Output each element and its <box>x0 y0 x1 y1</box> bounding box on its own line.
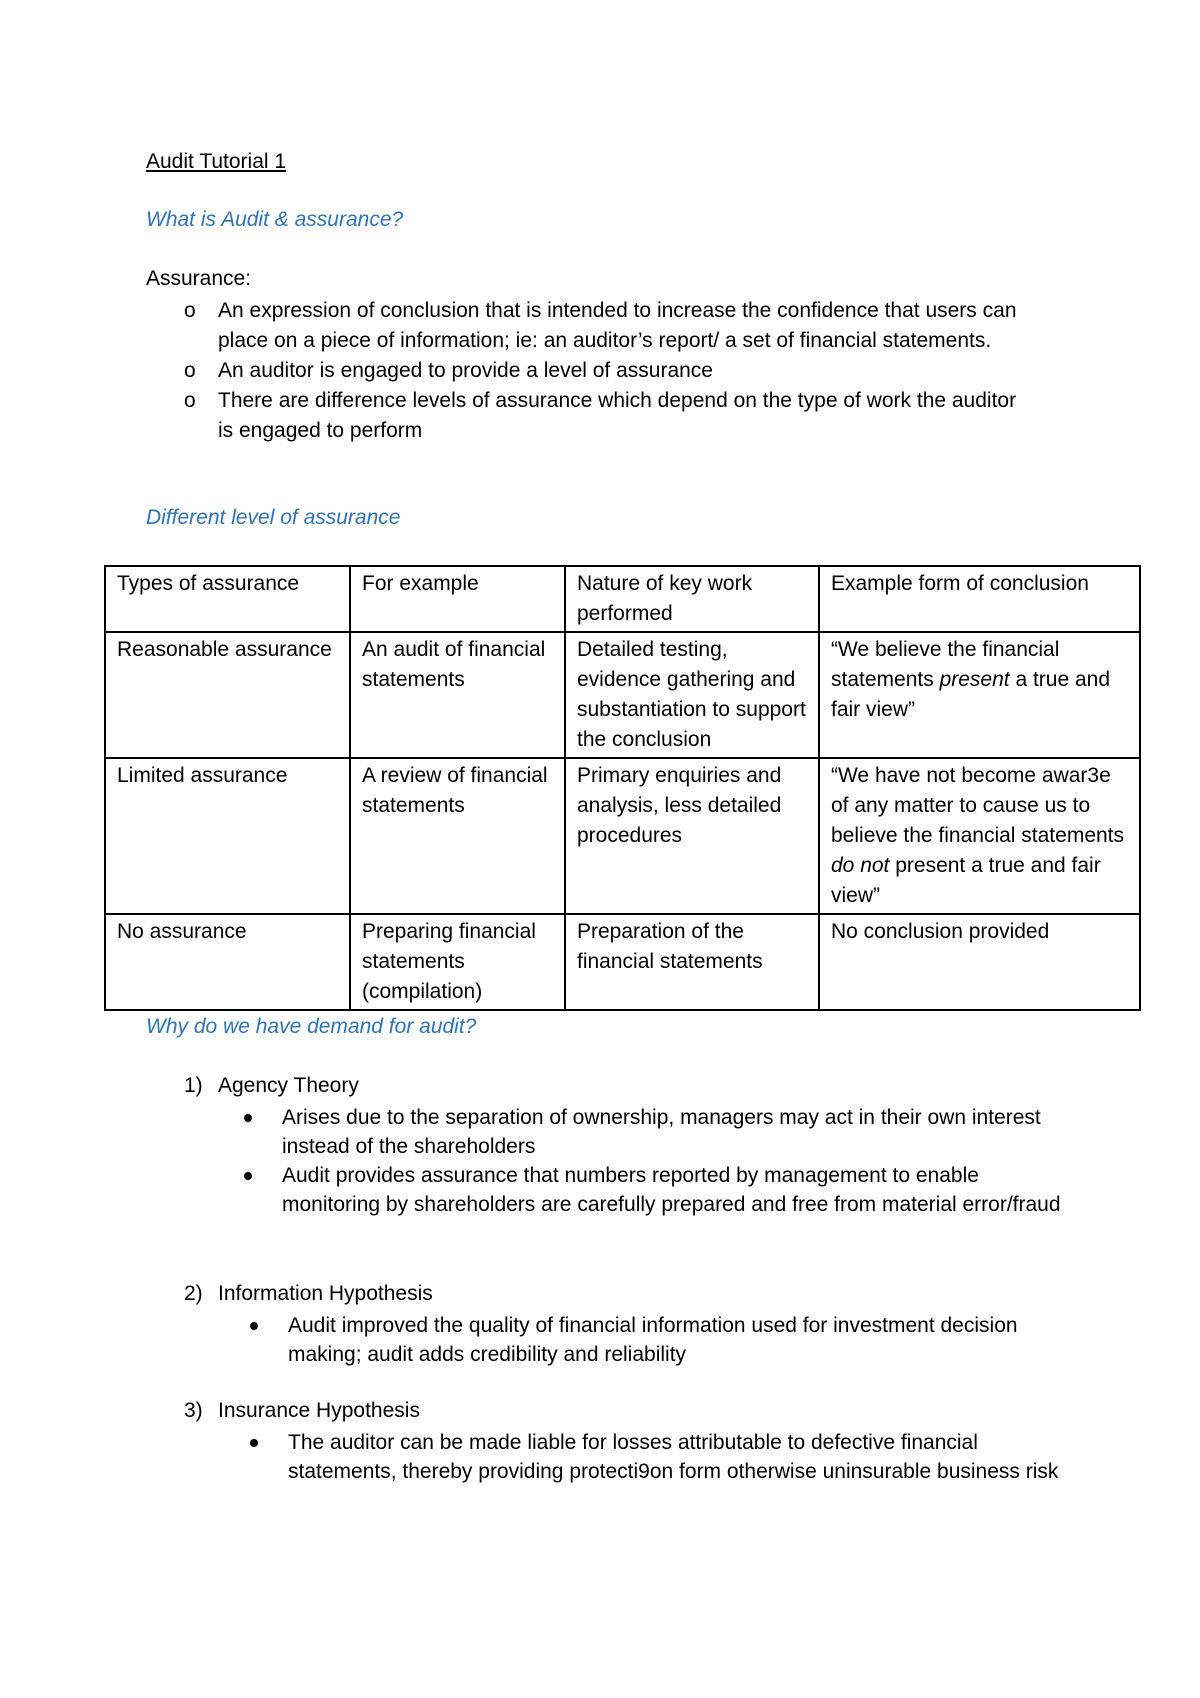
table-cell: An audit of financial statements <box>350 632 565 758</box>
table-cell: Preparation of the financial statements <box>565 914 819 1010</box>
theory-points <box>288 1428 1068 1486</box>
list-item: o An auditor is engaged to provide a level of assurance <box>176 356 1036 386</box>
table-cell: “We believe the financial statements present a true and fair view” <box>819 632 1140 758</box>
theory-points <box>282 1103 1062 1219</box>
bullet-icon <box>250 1322 258 1330</box>
table-header-row <box>105 566 1140 632</box>
page-title: Audit Tutorial 1 <box>146 150 287 173</box>
table-row <box>105 758 1140 914</box>
table-cell: Limited assurance <box>105 758 350 914</box>
table-cell: Primary enquiries and analysis, less detailed procedures <box>565 758 819 914</box>
list-item: o An expression of conclusion that is intended to increase the confidence that users can place on a piece of information; ie: an auditor’s report/ a set of financial statements. <box>176 296 1036 356</box>
bullet-icon <box>250 1439 258 1447</box>
theory-title: Agency Theory <box>218 1074 359 1097</box>
theory-points <box>288 1311 1068 1369</box>
list-number: 2) <box>184 1282 203 1305</box>
list-item: o There are difference levels of assurance which depend on the type of work the auditor is engaged to perform <box>176 386 1036 446</box>
table-row <box>105 632 1140 758</box>
bullet-icon <box>244 1114 252 1122</box>
heading-levels-of-assurance: Different level of assurance <box>146 506 401 529</box>
table-cell: No conclusion provided <box>819 914 1140 1010</box>
theory-title: Insurance Hypothesis <box>218 1399 420 1422</box>
header-cell: Nature of key work performed <box>565 566 819 632</box>
theory-title: Information Hypothesis <box>218 1282 433 1305</box>
table-cell: Reasonable assurance <box>105 632 350 758</box>
assurance-points-list <box>176 296 1036 446</box>
list-item: Audit provides assurance that numbers reported by management to enable monitoring by shareholders are carefully prepared and free from material error/fraud <box>282 1161 1062 1219</box>
assurance-levels-table <box>104 565 1141 1011</box>
list-item: The auditor can be made liable for losses attributable to defective financial statements, thereby providing protecti9on form otherwise uninsurable business risk <box>288 1428 1068 1486</box>
table-row <box>105 914 1140 1010</box>
bullet-icon <box>244 1172 252 1180</box>
list-item: Arises due to the separation of ownership, managers may act in their own interest instead of the shareholders <box>282 1103 1062 1161</box>
circle-bullet-icon: o <box>184 389 196 412</box>
header-cell: Example form of conclusion <box>819 566 1140 632</box>
heading-demand-for-audit: Why do we have demand for audit? <box>146 1015 477 1038</box>
table-cell: Detailed testing, evidence gathering and substantiation to support the conclusion <box>565 632 819 758</box>
table-cell: Preparing financial statements (compilation) <box>350 914 565 1010</box>
list-number: 1) <box>184 1074 203 1097</box>
table-cell: A review of financial statements <box>350 758 565 914</box>
list-item: Audit improved the quality of financial information used for investment decision making; audit adds credibility and reliability <box>288 1311 1068 1369</box>
header-cell: For example <box>350 566 565 632</box>
circle-bullet-icon: o <box>184 299 196 322</box>
header-cell: Types of assurance <box>105 566 350 632</box>
table-cell: No assurance <box>105 914 350 1010</box>
table-cell: “We have not become awar3e of any matter to cause us to believe the financial statements do not present a true and fair view” <box>819 758 1140 914</box>
circle-bullet-icon: o <box>184 359 196 382</box>
heading-what-is-audit: What is Audit & assurance? <box>146 208 404 231</box>
assurance-label: Assurance: <box>146 267 252 290</box>
list-number: 3) <box>184 1399 203 1422</box>
